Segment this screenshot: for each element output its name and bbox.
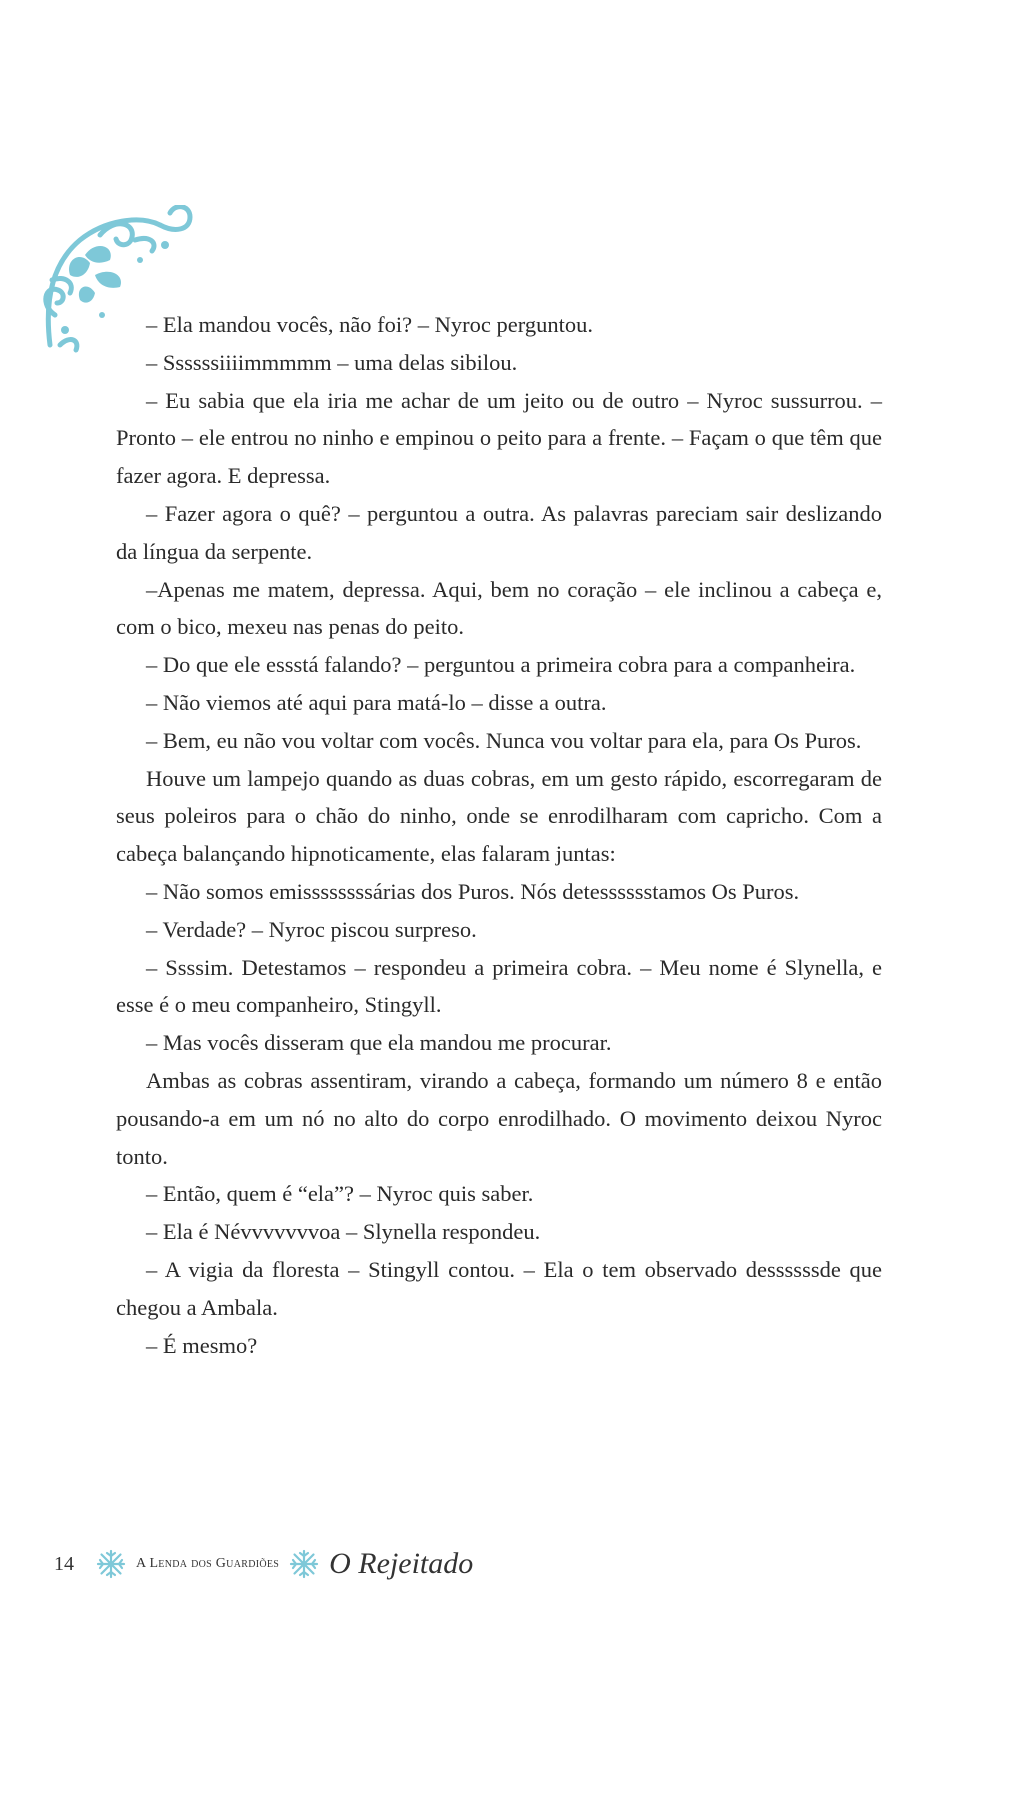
page-footer — [54, 1540, 473, 1588]
paragraph: – Então, quem é “ela”? – Nyroc quis saber. — [146, 1181, 534, 1207]
paragraph: – Eu sabia que ela iria me achar de um jeito ou de outro – Nyroc sussurrou. – Pronto – ele entrou no ninho e empinou o peito para a frente. – Façam o que têm que fazer agora. E depressa. — [116, 387, 882, 489]
paragraph: –Apenas me matem, depressa. Aqui, bem no coração – ele inclinou a cabeça e, com o bico, mexeu nas penas do peito. — [116, 576, 882, 640]
paragraph: – Ssssim. Detestamos – respondeu a primeira cobra. – Meu nome é Slynella, e esse é o meu companheiro, Stingyll. — [116, 954, 882, 1018]
body-text — [116, 306, 882, 1364]
paragraph: Ambas as cobras assentiram, virando a cabeça, formando um número 8 e então pousando-a em um nó no alto do corpo enrodilhado. O movimento deixou Nyroc tonto. — [116, 1067, 882, 1169]
paragraph: – Não viemos até aqui para matá-lo – disse a outra. — [146, 689, 607, 715]
page-number: 14 — [54, 1552, 74, 1575]
snowflake-icon — [96, 1549, 126, 1579]
paragraph: – Do que ele essstá falando? – perguntou a primeira cobra para a companheira. — [146, 652, 856, 678]
paragraph: – Verdade? – Nyroc piscou surpreso. — [146, 916, 477, 942]
book-title: O Rejeitado — [329, 1547, 474, 1580]
paragraph: Houve um lampejo quando as duas cobras, em um gesto rápido, escorregaram de seus poleiros para o chão do ninho, onde se enrodilharam com capricho. Com a cabeça balançando hipnoticamente, elas falaram juntas: — [116, 765, 882, 867]
paragraph: – É mesmo? — [146, 1332, 258, 1358]
paragraph: – Bem, eu não vou voltar com vocês. Nunca vou voltar para ela, para Os Puros. — [146, 727, 862, 753]
snowflake-icon — [289, 1549, 319, 1579]
paragraph: – A vigia da floresta – Stingyll contou. – Ela o tem observado dessssssde que chegou a Ambala. — [116, 1256, 882, 1320]
paragraph: – Ela mandou vocês, não foi? – Nyroc perguntou. — [146, 312, 593, 337]
paragraph: – Ela é Névvvvvvvoa – Slynella respondeu. — [146, 1219, 541, 1245]
paragraph: – Mas vocês disseram que ela mandou me procurar. — [146, 1030, 612, 1056]
book-series-title: A Lenda dos Guardiões — [136, 1556, 280, 1571]
paragraph: – Fazer agora o quê? – perguntou a outra. As palavras pareciam sair deslizando da língua da serpente. — [116, 500, 882, 564]
paragraph: – Ssssssiiiimmmmm – uma delas sibilou. — [146, 349, 518, 375]
paragraph: – Não somos emissssssssárias dos Puros. Nós detesssssstamos Os Puros. — [146, 878, 800, 904]
